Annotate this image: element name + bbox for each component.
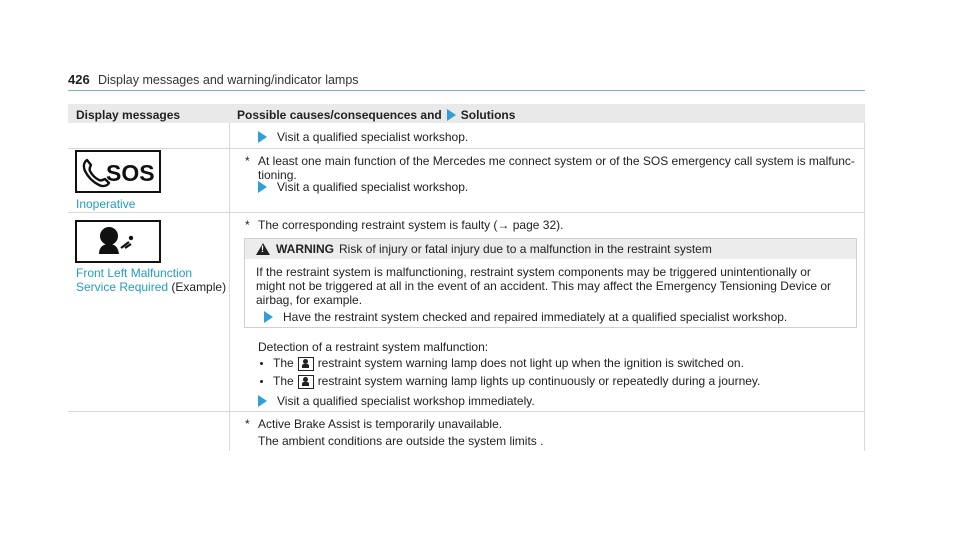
row0-step-text: Visit a qualified specialist workshop. xyxy=(277,130,469,144)
message-service-required xyxy=(76,280,226,294)
detection-title: Detection of a restraint system malfunction: xyxy=(258,340,489,354)
column-divider xyxy=(229,123,230,451)
step-arrow-icon xyxy=(264,311,273,323)
row-divider xyxy=(68,411,865,412)
warning-line1: If the restraint system is malfunctioning, restraint system components may be triggered unintentionally or xyxy=(256,265,811,279)
warning-line3: airbag, for example. xyxy=(256,293,363,307)
header-divider xyxy=(68,90,865,91)
warning-step xyxy=(264,310,787,324)
row2-step-text: Visit a qualified specialist workshop immediately. xyxy=(277,394,535,408)
bullet-dot xyxy=(260,362,263,365)
warning-triangle-icon xyxy=(256,243,270,255)
bullet-prefix: The xyxy=(273,374,294,388)
message-inoperative: Inoperative xyxy=(76,197,136,211)
col-header-solutions-text: Solutions xyxy=(460,108,516,122)
col-header-causes xyxy=(237,108,515,122)
message-front-left-malfunction: Front Left Malfunction xyxy=(76,266,193,280)
warning-title: Risk of injury or fatal injury due to a malfunction in the restraint system xyxy=(339,242,712,256)
warning-title-row xyxy=(256,242,712,256)
svg-text:SOS: SOS xyxy=(106,160,155,186)
row1-step-text: Visit a qualified specialist workshop. xyxy=(277,180,469,194)
page-number: 426 xyxy=(68,72,90,87)
sos-phone-icon xyxy=(75,150,161,193)
bullet-item-2 xyxy=(260,374,760,389)
col-header-causes-text: Possible causes/consequences and xyxy=(237,108,442,122)
play-arrow-icon xyxy=(447,109,456,121)
row-divider xyxy=(68,212,865,213)
step-arrow-icon xyxy=(258,395,267,407)
row1-cause-line2: tioning. xyxy=(258,168,297,182)
row2-cause: The corresponding restraint system is faulty (→ page 32). xyxy=(258,218,564,232)
step-arrow-icon xyxy=(258,131,267,143)
row3-star: * xyxy=(245,417,250,431)
restraint-warning-lamp-icon xyxy=(298,357,314,371)
row3-cause-line2: The ambient conditions are outside the system limits . xyxy=(258,434,544,448)
bullet-dot xyxy=(260,380,263,383)
row2-star: * xyxy=(245,218,250,232)
row1-step xyxy=(258,180,468,194)
row3-cause-line1: Active Brake Assist is temporarily unavailable. xyxy=(258,417,503,431)
step-arrow-icon xyxy=(258,181,267,193)
row1-cause-line1: At least one main function of the Mercedes me connect system or of the SOS emergency call system is malfunc- xyxy=(258,154,855,168)
airbag-person-icon xyxy=(75,220,161,263)
message-example: (Example) xyxy=(171,280,227,294)
bullet-prefix: The xyxy=(273,356,294,370)
row2-step xyxy=(258,394,535,408)
row-divider xyxy=(68,148,865,149)
restraint-warning-lamp-icon xyxy=(298,375,314,389)
bullet-suffix: restraint system warning lamp does not light up when the ignition is switched on. xyxy=(317,356,744,370)
bullet-item-1 xyxy=(260,356,744,371)
col-header-display-messages: Display messages xyxy=(76,108,181,122)
bullet-suffix: restraint system warning lamp lights up continuously or repeatedly during a journey. xyxy=(317,374,761,388)
row0-step xyxy=(258,130,468,144)
message-service-required-text: Service Required xyxy=(76,280,169,294)
table-right-border xyxy=(864,123,865,451)
page-title: Display messages and warning/indicator lamps xyxy=(98,73,359,87)
row1-star: * xyxy=(245,154,250,168)
warning-label: WARNING xyxy=(276,242,334,256)
warning-step-text: Have the restraint system checked and repaired immediately at a qualified specialist workshop. xyxy=(283,310,788,324)
warning-line2: might not be triggered at all in the event of an accident. This may affect the Emergency Tensioning Device or xyxy=(256,279,831,293)
